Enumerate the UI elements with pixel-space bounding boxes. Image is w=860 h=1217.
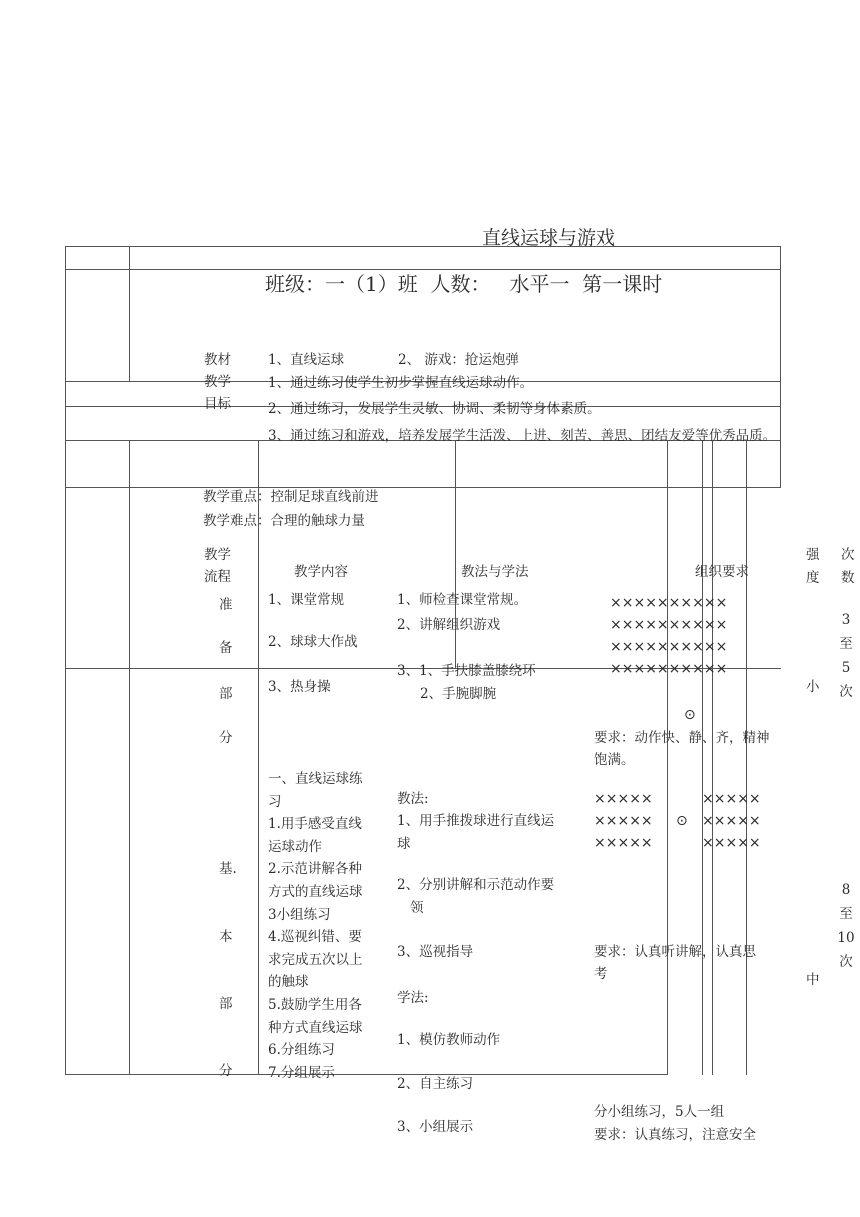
main-content-line: 一、直线运球练 bbox=[268, 771, 363, 787]
prep-count-part: 至 bbox=[839, 636, 853, 652]
key-point: 教学重点：控制足球直线前进 bbox=[203, 489, 379, 505]
teacher-position-icon: ⊙ bbox=[684, 707, 696, 723]
rule bbox=[129, 440, 130, 1075]
rule bbox=[65, 269, 781, 270]
main-content-line: 1.用手感受直线 bbox=[268, 816, 362, 833]
goal-label-1: 教学 bbox=[204, 374, 231, 390]
prep-label-3: 部 bbox=[219, 686, 233, 702]
main-requirement-1a: 要求：认真听讲解，认真思 bbox=[594, 944, 756, 960]
main-content-line: 的触球 bbox=[268, 974, 309, 991]
main-formation-left-row: ××××× bbox=[594, 835, 653, 851]
prep-method-4: 2、手腕脚腕 bbox=[420, 686, 497, 702]
rule bbox=[129, 246, 130, 382]
prep-count bbox=[833, 608, 859, 704]
main-formation-left-row: ××××× bbox=[594, 791, 653, 807]
main-content-line: 2.示范讲解各种 bbox=[268, 861, 362, 878]
prep-formation-row: ×××××××××× bbox=[610, 595, 728, 611]
group-note: 分小组练习，5人一组 bbox=[594, 1104, 725, 1120]
page-title: 直线运球与游戏 bbox=[482, 227, 616, 249]
prep-method-2: 2、讲解组织游戏 bbox=[397, 617, 501, 633]
main-content-line: 运球动作 bbox=[268, 838, 322, 855]
prep-label-4: 分 bbox=[219, 730, 233, 746]
main-label-1: 基. bbox=[219, 861, 237, 877]
rule bbox=[702, 440, 703, 1075]
main-requirement-1b: 考 bbox=[594, 966, 608, 982]
prep-count-part: 3 bbox=[841, 612, 851, 628]
method-3: 3、巡视指导 bbox=[397, 944, 474, 960]
learn-3: 3、小组展示 bbox=[397, 1119, 474, 1135]
learn-2: 2、自主练习 bbox=[397, 1076, 474, 1092]
prep-formation-row: ×××××××××× bbox=[610, 617, 728, 633]
header-flow-1: 教学 bbox=[204, 547, 231, 563]
main-content bbox=[268, 768, 398, 1084]
main-content-line: 方式的直线运球 bbox=[268, 883, 363, 900]
material-item-1: 1、直线运球 bbox=[268, 352, 345, 368]
prep-content-2: 2、球球大作战 bbox=[268, 634, 358, 650]
difficulty: 教学难点：合理的触球力量 bbox=[203, 513, 365, 529]
prep-formation-row: ×××××××××× bbox=[610, 639, 728, 655]
goal-2: 2、通过练习，发展学生灵敏、协调、柔韧等身体素质。 bbox=[268, 401, 601, 417]
prep-count-part: 5 bbox=[841, 660, 851, 676]
goal-3: 3、通过练习和游戏，培养发展学生活泼、上进、刻苦、善思、团结友爱等优秀品质。 bbox=[268, 428, 777, 444]
main-content-line: 3小组练习 bbox=[268, 906, 331, 923]
method-2b: 领 bbox=[410, 900, 424, 916]
prep-formation-row: ×××××××××× bbox=[610, 661, 728, 677]
class-header: 班级：一（1）班 人数： 水平一 第一课时 bbox=[265, 272, 663, 296]
method-2a: 2、分别讲解和示范动作要 bbox=[397, 877, 555, 893]
header-count-1: 次 bbox=[841, 547, 855, 563]
rule bbox=[712, 440, 713, 1075]
learn-title: 学法: bbox=[397, 990, 429, 1006]
method-1b: 球 bbox=[397, 836, 411, 852]
header-flow-2: 流程 bbox=[204, 569, 231, 585]
main-formation-right-row: ××××× bbox=[702, 835, 761, 851]
prep-requirement-2: 饱满。 bbox=[594, 752, 635, 768]
prep-intensity: 小 bbox=[806, 679, 820, 695]
method-1a: 1、用手推拨球进行直线运 bbox=[397, 813, 555, 829]
rule bbox=[746, 440, 747, 1075]
main-count-part: 8 bbox=[841, 882, 851, 898]
prep-label-2: 备 bbox=[219, 640, 233, 656]
header-count-2: 数 bbox=[841, 570, 855, 586]
main-count-part: 10 bbox=[837, 930, 855, 946]
header-org: 组织要求 bbox=[695, 564, 749, 580]
main-count-part: 次 bbox=[839, 954, 853, 970]
teacher-position-icon: ⊙ bbox=[676, 813, 688, 829]
rule bbox=[65, 487, 781, 488]
rule bbox=[258, 440, 259, 1075]
main-content-line: 5.鼓励学生用各 bbox=[268, 996, 362, 1013]
main-formation-right-row: ××××× bbox=[702, 791, 761, 807]
main-content-line: 求完成五次以上 bbox=[268, 951, 363, 968]
header-intensity-2: 度 bbox=[806, 570, 820, 586]
main-label-4: 分 bbox=[219, 1063, 233, 1079]
rule bbox=[780, 246, 781, 488]
prep-method-1: 1、师检查课堂常规。 bbox=[397, 592, 528, 608]
prep-content-1: 1、课堂常规 bbox=[268, 592, 345, 608]
prep-label-1: 准 bbox=[219, 597, 233, 613]
learn-1: 1、模仿教师动作 bbox=[397, 1032, 501, 1048]
main-count-part: 至 bbox=[839, 906, 853, 922]
main-content-line: 习 bbox=[268, 793, 282, 810]
prep-count-part: 次 bbox=[839, 684, 853, 700]
material-item-2: 2、 游戏：抢运炮弹 bbox=[398, 352, 519, 368]
main-content-line: 6.分组练习 bbox=[268, 1042, 335, 1059]
prep-method-3: 3、1、手扶膝盖膝绕环 bbox=[397, 663, 536, 679]
goal-label-2: 目标 bbox=[204, 396, 231, 412]
rule bbox=[65, 246, 66, 1075]
main-intensity: 中 bbox=[806, 972, 820, 988]
main-label-2: 本 bbox=[219, 929, 233, 945]
main-label-3: 部 bbox=[219, 996, 233, 1012]
prep-content-3: 3、热身操 bbox=[268, 679, 331, 695]
main-formation-left-row: ××××× bbox=[594, 813, 653, 829]
header-content: 教学内容 bbox=[294, 564, 348, 580]
main-content-line: 7.分组展示 bbox=[268, 1064, 335, 1081]
prep-requirement-1: 要求：动作快、静、齐，精神 bbox=[594, 730, 770, 746]
header-method: 教法与学法 bbox=[461, 564, 529, 580]
main-formation-right-row: ××××× bbox=[702, 813, 761, 829]
header-intensity-1: 强 bbox=[806, 547, 820, 563]
material-label: 教材 bbox=[204, 352, 231, 368]
method-title: 教法: bbox=[397, 791, 429, 807]
main-count bbox=[833, 878, 859, 974]
rule bbox=[667, 440, 668, 1075]
main-content-line: 种方式直线运球 bbox=[268, 1019, 363, 1036]
main-requirement-2: 要求：认真练习，注意安全 bbox=[594, 1127, 756, 1143]
rule bbox=[65, 246, 781, 247]
main-content-line: 4.巡视纠错、要 bbox=[268, 929, 362, 946]
goal-1: 1、通过练习使学生初步掌握直线运球动作。 bbox=[268, 375, 534, 391]
